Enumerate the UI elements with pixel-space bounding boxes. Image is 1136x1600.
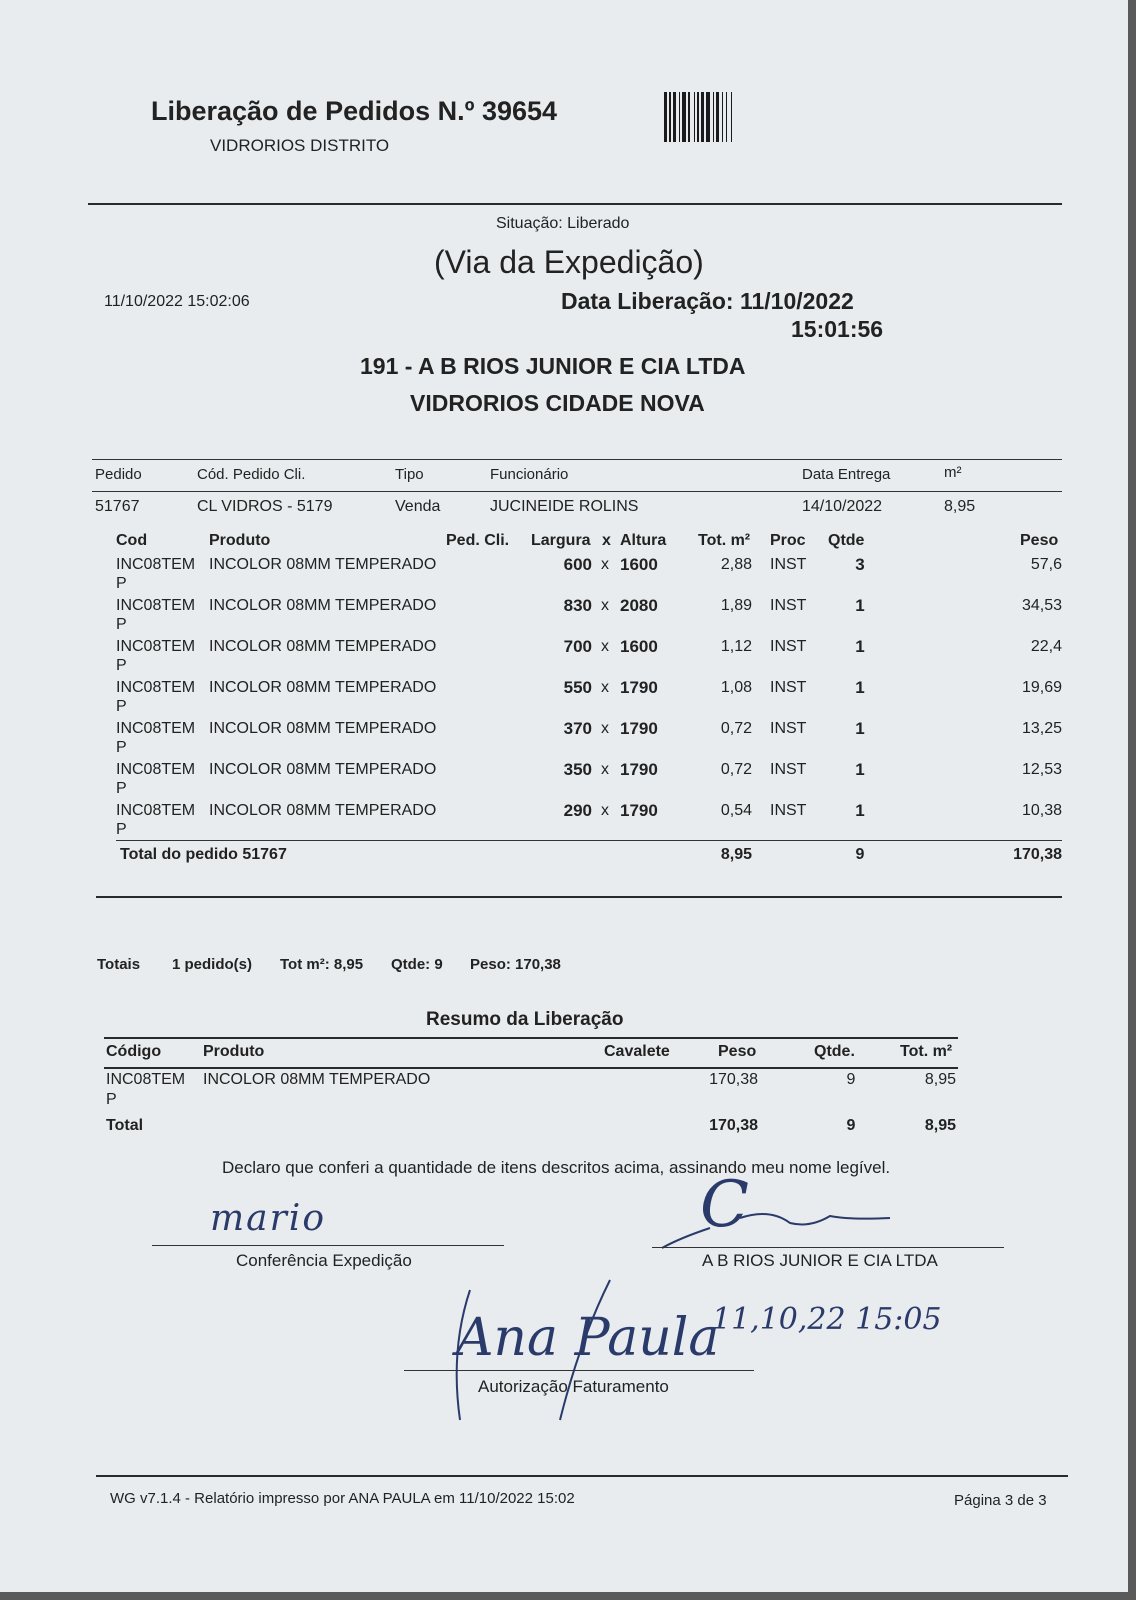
item-peso: 13,25 [1021, 720, 1062, 737]
barcode-bar [713, 92, 714, 142]
item-largura: 700 [563, 637, 592, 656]
items-col-cod: Cod [116, 532, 148, 549]
barcode-bar [726, 92, 727, 142]
summary-col-qtde: Qtde. [814, 1043, 855, 1060]
item-tot-m2: 1,12 [720, 638, 752, 655]
order-header-bottom-line [92, 491, 1062, 492]
summary-top-line [104, 1037, 958, 1039]
summary-header-line [104, 1067, 958, 1069]
item-proc: INST [770, 597, 807, 614]
document-title: Liberação de Pedidos N.º 39654 [151, 96, 558, 126]
item-peso: 10,38 [1021, 802, 1062, 819]
item-produto: INCOLOR 08MM TEMPERADO [209, 597, 437, 614]
items-col-x: x [602, 532, 611, 549]
summary-col-peso: Peso [718, 1043, 757, 1060]
signature-conferencia: mario [210, 1198, 326, 1239]
order-employee: JUCINEIDE ROLINS [490, 498, 639, 515]
signature-label-center: Autorização Faturamento [478, 1377, 669, 1396]
col-m2: m² [944, 464, 962, 481]
item-qtde: 1 [855, 596, 865, 615]
item-largura: 600 [563, 555, 592, 574]
summary-row-tot-m2: 8,95 [924, 1071, 956, 1088]
item-x: x [601, 802, 609, 819]
item-largura: 830 [563, 596, 592, 615]
footer-divider [96, 1475, 1068, 1477]
item-qtde: 1 [855, 760, 865, 779]
item-cod: INC08TEM [116, 679, 196, 696]
item-cod-suffix: P [116, 821, 127, 838]
client-name: 191 - A B RIOS JUNIOR E CIA LTDA [360, 353, 746, 379]
order-m2: 8,95 [944, 498, 976, 515]
item-produto: INCOLOR 08MM TEMPERADO [209, 679, 437, 696]
item-x: x [601, 556, 609, 573]
signature-line-right [652, 1247, 1004, 1248]
items-col-largura: Largura [531, 532, 591, 549]
barcode-bar [664, 92, 667, 142]
items-total-qtde: 9 [855, 846, 865, 863]
item-altura: 1790 [620, 678, 658, 697]
summary-row-produto: INCOLOR 08MM TEMPERADO [203, 1071, 431, 1088]
items-col-ped-cli: Ped. Cli. [446, 532, 510, 549]
totals-label: Totais [97, 956, 141, 973]
order-number: 51767 [95, 498, 140, 515]
barcode-bar [716, 92, 719, 142]
barcode-bar [669, 92, 671, 142]
summary-col-tot-m2: Tot. m² [900, 1043, 953, 1060]
order-client-code: CL VIDROS - 5179 [197, 498, 333, 515]
item-tot-m2: 0,72 [720, 720, 752, 737]
signature-faturamento-strokes [430, 1270, 690, 1430]
item-peso: 12,53 [1021, 761, 1062, 778]
declaration-text: Declaro que conferi a quantidade de itens descritos acima, assinando meu nome legível. [222, 1158, 891, 1177]
header-divider [88, 203, 1062, 205]
item-altura: 1790 [620, 719, 658, 738]
items-total-peso: 170,38 [1013, 846, 1062, 863]
signature-client: C [700, 1168, 749, 1242]
summary-row-codigo: INC08TEM [106, 1071, 186, 1088]
item-qtde: 1 [855, 637, 865, 656]
handwritten-date: 11,10,22 15:05 [712, 1302, 942, 1337]
signature-faturamento: Ana Paula [456, 1308, 720, 1368]
col-funcionario: Funcionário [490, 466, 569, 483]
item-cod: INC08TEM [116, 556, 196, 573]
items-total-m2: 8,95 [720, 846, 752, 863]
items-col-tot-m2: Tot. m² [698, 532, 751, 549]
item-cod: INC08TEM [116, 720, 196, 737]
summary-total-label: Total [106, 1117, 144, 1134]
barcode-bar [679, 92, 680, 142]
item-altura: 1790 [620, 760, 658, 779]
item-peso: 19,69 [1021, 679, 1062, 696]
item-produto: INCOLOR 08MM TEMPERADO [209, 761, 437, 778]
item-altura: 1790 [620, 801, 658, 820]
item-qtde: 1 [855, 801, 865, 820]
items-total-label: Total do pedido 51767 [120, 846, 287, 863]
summary-row-peso: 170,38 [709, 1071, 758, 1088]
item-peso: 57,6 [1030, 556, 1062, 573]
items-col-peso: Peso [1020, 532, 1059, 549]
item-peso: 22,4 [1030, 638, 1062, 655]
item-qtde: 3 [855, 555, 865, 574]
summary-total-tot-m2: 8,95 [924, 1117, 956, 1134]
col-pedido: Pedido [95, 466, 142, 483]
signature-client-strokes [650, 1168, 910, 1258]
col-tipo: Tipo [395, 466, 424, 483]
item-x: x [601, 679, 609, 696]
order-header-top-line [92, 459, 1062, 460]
barcode [664, 92, 836, 142]
item-cod-suffix: P [116, 739, 127, 756]
barcode-bar [697, 92, 699, 142]
item-produto: INCOLOR 08MM TEMPERADO [209, 638, 437, 655]
items-bottom-divider [96, 896, 1062, 898]
item-cod-suffix: P [116, 575, 127, 592]
barcode-bar [688, 92, 690, 142]
print-datetime: 11/10/2022 15:02:06 [104, 293, 250, 310]
item-produto: INCOLOR 08MM TEMPERADO [209, 720, 437, 737]
item-tot-m2: 1,89 [720, 597, 752, 614]
order-type: Venda [395, 498, 441, 515]
item-altura: 1600 [620, 555, 658, 574]
client-branch: VIDRORIOS CIDADE NOVA [410, 390, 705, 416]
item-largura: 550 [563, 678, 592, 697]
release-time: 15:01:56 [791, 316, 884, 342]
totals-qtde: Qtde: 9 [391, 956, 443, 973]
totals-orders: 1 pedido(s) [172, 956, 253, 973]
col-cod-pedido-cli: Cód. Pedido Cli. [197, 466, 306, 483]
item-qtde: 1 [855, 719, 865, 738]
item-altura: 1600 [620, 637, 658, 656]
col-data-entrega: Data Entrega [802, 466, 891, 483]
summary-title: Resumo da Liberação [426, 1009, 624, 1030]
item-cod: INC08TEM [116, 802, 196, 819]
barcode-bar [706, 92, 710, 142]
items-total-line [116, 840, 1062, 841]
item-x: x [601, 761, 609, 778]
signature-label-right: A B RIOS JUNIOR E CIA LTDA [702, 1251, 938, 1270]
item-tot-m2: 0,54 [720, 802, 752, 819]
item-x: x [601, 597, 609, 614]
barcode-bar [694, 92, 695, 142]
order-delivery-date: 14/10/2022 [802, 498, 883, 515]
item-proc: INST [770, 679, 807, 696]
footer-print-info: WG v7.1.4 - Relatório impresso por ANA PAULA em 11/10/2022 15:02 [110, 1490, 575, 1507]
item-proc: INST [770, 761, 807, 778]
footer-page-number: Página 3 de 3 [954, 1492, 1047, 1509]
item-altura: 2080 [620, 596, 658, 615]
items-col-proc: Proc [770, 532, 806, 549]
item-produto: INCOLOR 08MM TEMPERADO [209, 802, 437, 819]
item-proc: INST [770, 638, 807, 655]
totals-m2: Tot m²: 8,95 [280, 956, 364, 973]
barcode-bar [682, 92, 686, 142]
item-peso: 34,53 [1021, 597, 1062, 614]
copy-label: (Via da Expedição) [434, 244, 704, 280]
items-col-altura: Altura [620, 532, 667, 549]
item-x: x [601, 720, 609, 737]
summary-total-peso: 170,38 [709, 1117, 758, 1134]
summary-total-qtde: 9 [846, 1117, 856, 1134]
barcode-bar [701, 92, 704, 142]
item-cod-suffix: P [116, 616, 127, 633]
situation-label: Situação: Liberado [496, 215, 630, 232]
summary-row-codigo-suffix: P [106, 1091, 117, 1108]
item-cod: INC08TEM [116, 597, 196, 614]
item-cod-suffix: P [116, 657, 127, 674]
item-cod: INC08TEM [116, 761, 196, 778]
item-tot-m2: 1,08 [720, 679, 752, 696]
item-tot-m2: 0,72 [720, 761, 752, 778]
summary-row-qtde: 9 [846, 1071, 856, 1088]
summary-col-produto: Produto [203, 1043, 265, 1060]
company-name: VIDRORIOS DISTRITO [210, 136, 390, 155]
item-proc: INST [770, 802, 807, 819]
release-date: Data Liberação: 11/10/2022 [561, 288, 854, 314]
totals-peso: Peso: 170,38 [470, 956, 561, 973]
items-col-produto: Produto [209, 532, 271, 549]
item-proc: INST [770, 720, 807, 737]
summary-col-cavalete: Cavalete [604, 1043, 670, 1060]
barcode-bar [722, 92, 723, 142]
signature-line-left [152, 1245, 504, 1246]
barcode-bar [731, 92, 732, 142]
item-cod: INC08TEM [116, 638, 196, 655]
item-largura: 350 [563, 760, 592, 779]
signature-label-left: Conferência Expedição [236, 1251, 412, 1270]
item-tot-m2: 2,88 [720, 556, 752, 573]
signature-line-center [404, 1370, 754, 1371]
item-cod-suffix: P [116, 698, 127, 715]
item-x: x [601, 638, 609, 655]
item-cod-suffix: P [116, 780, 127, 797]
item-largura: 370 [563, 719, 592, 738]
item-produto: INCOLOR 08MM TEMPERADO [209, 556, 437, 573]
item-largura: 290 [563, 801, 592, 820]
item-proc: INST [770, 556, 807, 573]
item-qtde: 1 [855, 678, 865, 697]
summary-col-codigo: Código [106, 1043, 162, 1060]
barcode-bar [673, 92, 676, 142]
items-col-qtde: Qtde [828, 532, 865, 549]
